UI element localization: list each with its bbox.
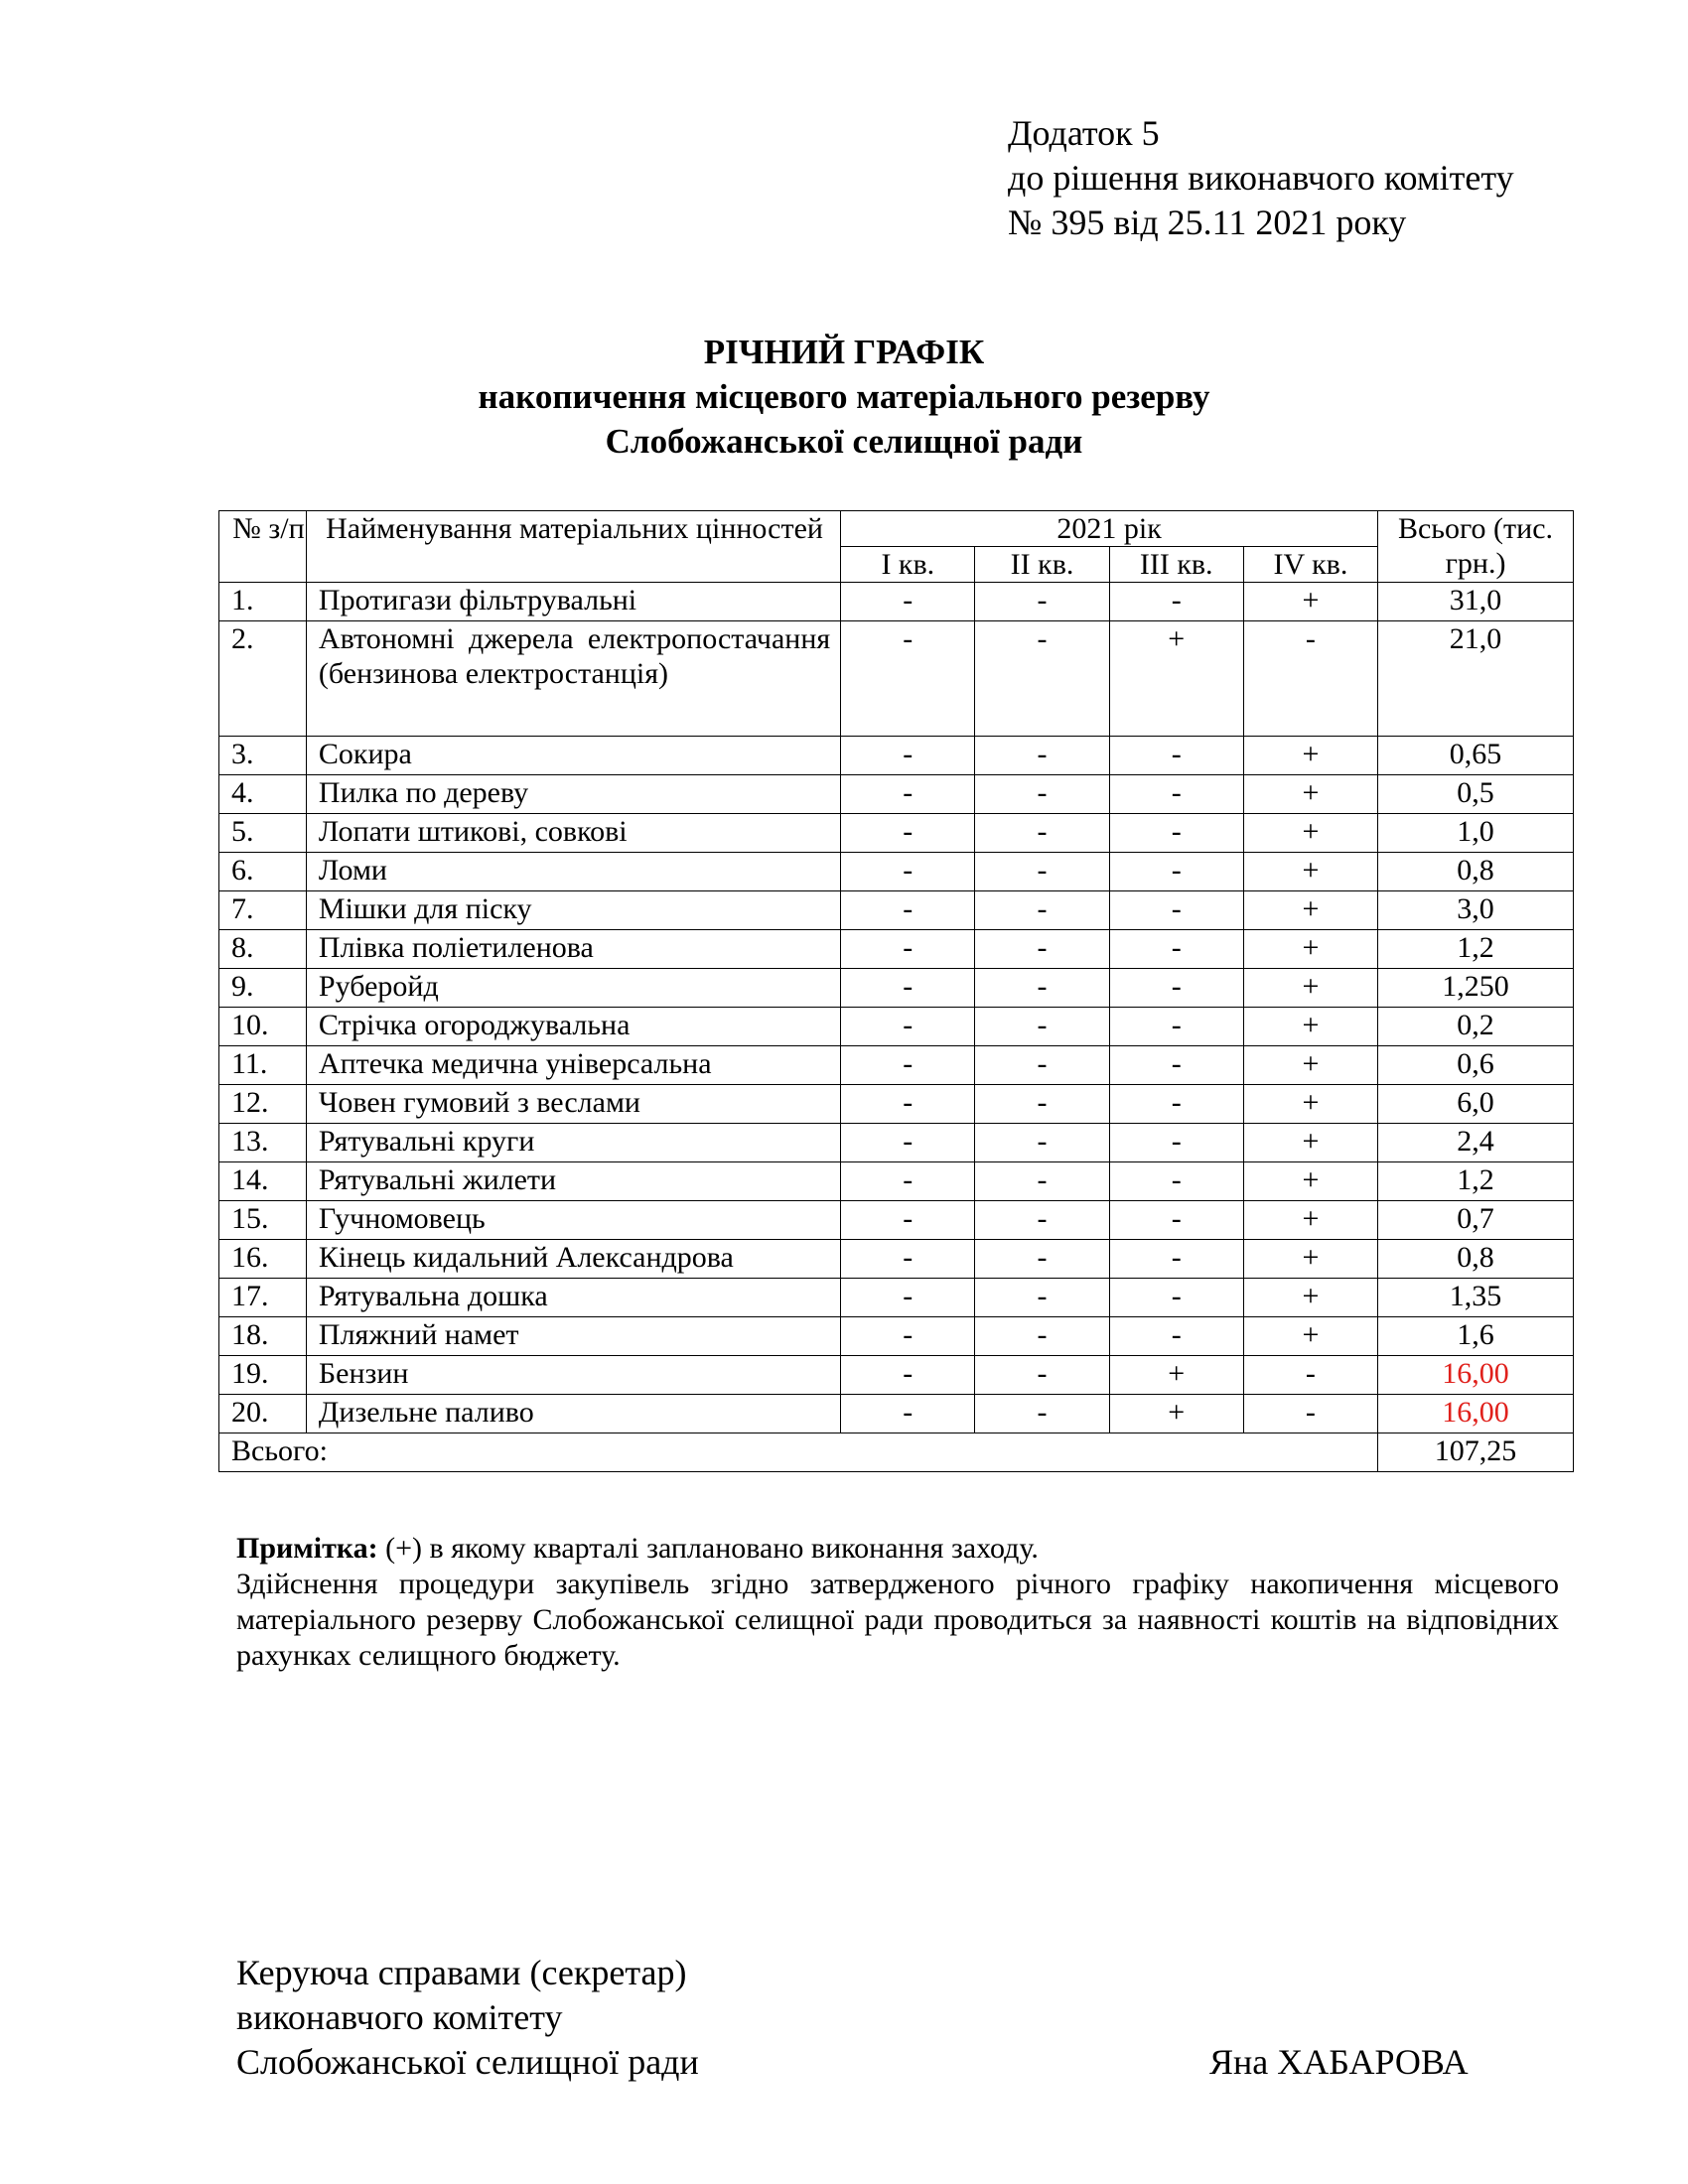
row-q3: -: [1109, 853, 1243, 891]
row-number: 5.: [219, 814, 307, 853]
row-q4: +: [1243, 1201, 1377, 1240]
signer-name: Яна ХАБАРОВА: [1209, 2042, 1469, 2082]
total-row: [219, 1433, 1574, 1472]
row-q1: -: [841, 621, 975, 737]
row-q2: -: [975, 969, 1109, 1008]
row-q4: +: [1243, 1046, 1377, 1085]
row-q2: -: [975, 583, 1109, 621]
row-q4: +: [1243, 583, 1377, 621]
row-number: 2.: [219, 621, 307, 737]
row-q2: -: [975, 814, 1109, 853]
title-line-1: РІЧНИЙ ГРАФІК: [703, 333, 985, 371]
row-number: 4.: [219, 775, 307, 814]
row-q1: -: [841, 775, 975, 814]
row-name: Стрічка огороджувальна: [306, 1008, 840, 1046]
row-name: Протигази фільтрувальні: [306, 583, 840, 621]
row-q3: -: [1109, 1085, 1243, 1124]
row-q3: -: [1109, 1046, 1243, 1085]
row-q3: -: [1109, 969, 1243, 1008]
document-title: [0, 330, 1688, 464]
row-total: 1,35: [1378, 1279, 1574, 1317]
row-q2: -: [975, 1240, 1109, 1279]
row-q4: +: [1243, 1317, 1377, 1356]
row-total: 0,8: [1378, 1240, 1574, 1279]
row-name: Човен гумовий з веслами: [306, 1085, 840, 1124]
row-total: 31,0: [1378, 583, 1574, 621]
row-q4: +: [1243, 775, 1377, 814]
row-q3: -: [1109, 1201, 1243, 1240]
row-q4: +: [1243, 737, 1377, 775]
row-total: 0,65: [1378, 737, 1574, 775]
table-row: [219, 1356, 1574, 1395]
row-q1: -: [841, 1201, 975, 1240]
row-q2: -: [975, 1356, 1109, 1395]
row-q3: -: [1109, 814, 1243, 853]
annex-decision: до рішення виконавчого комітету: [1008, 158, 1514, 198]
row-q3: -: [1109, 1317, 1243, 1356]
table-row: [219, 1162, 1574, 1201]
row-total: 1,2: [1378, 930, 1574, 969]
row-total: 1,6: [1378, 1317, 1574, 1356]
row-q4: -: [1243, 1356, 1377, 1395]
row-q1: -: [841, 891, 975, 930]
row-q4: +: [1243, 1279, 1377, 1317]
row-q2: -: [975, 1279, 1109, 1317]
row-name: Гучномовець: [306, 1201, 840, 1240]
row-q2: -: [975, 1201, 1109, 1240]
row-q4: -: [1243, 1395, 1377, 1433]
row-q3: -: [1109, 775, 1243, 814]
row-q1: -: [841, 737, 975, 775]
table-row: [219, 1046, 1574, 1085]
row-number: 18.: [219, 1317, 307, 1356]
row-q1: -: [841, 583, 975, 621]
table-row: [219, 1317, 1574, 1356]
row-total: 3,0: [1378, 891, 1574, 930]
header-year: 2021 рік: [841, 511, 1378, 547]
row-q3: -: [1109, 930, 1243, 969]
annex-number-date: № 395 від 25.11 2021 року: [1008, 203, 1407, 242]
signature-position: Керуюча справами (секретар): [236, 1953, 687, 1992]
header-q3: III кв.: [1109, 547, 1243, 583]
row-name: Рятувальна дошка: [306, 1279, 840, 1317]
row-q4: +: [1243, 853, 1377, 891]
row-q3: -: [1109, 1124, 1243, 1162]
row-total: 1,250: [1378, 969, 1574, 1008]
row-q1: -: [841, 1317, 975, 1356]
row-q4: -: [1243, 621, 1377, 737]
row-q4: +: [1243, 814, 1377, 853]
header-q1: I кв.: [841, 547, 975, 583]
row-name: Плівка поліетиленова: [306, 930, 840, 969]
table-row: [219, 583, 1574, 621]
row-q2: -: [975, 1008, 1109, 1046]
row-total: 0,5: [1378, 775, 1574, 814]
table-row: [219, 1279, 1574, 1317]
row-number: 12.: [219, 1085, 307, 1124]
row-number: 17.: [219, 1279, 307, 1317]
row-q2: -: [975, 1046, 1109, 1085]
row-q2: -: [975, 621, 1109, 737]
row-total: 0,7: [1378, 1201, 1574, 1240]
table-row: [219, 737, 1574, 775]
header-number: № з/п: [219, 511, 307, 583]
row-name: Дизельне паливо: [306, 1395, 840, 1433]
table-row: [219, 969, 1574, 1008]
row-q1: -: [841, 1008, 975, 1046]
row-number: 20.: [219, 1395, 307, 1433]
row-q4: +: [1243, 969, 1377, 1008]
header-total: Всього (тис. грн.): [1378, 511, 1574, 583]
row-total: 21,0: [1378, 621, 1574, 737]
row-q3: +: [1109, 1356, 1243, 1395]
row-q2: -: [975, 1085, 1109, 1124]
row-total: 0,2: [1378, 1008, 1574, 1046]
header-name: Найменування матеріальних цінностей: [306, 511, 840, 583]
row-total: 2,4: [1378, 1124, 1574, 1162]
row-number: 8.: [219, 930, 307, 969]
signature-council: Слобожанської селищної ради: [236, 2042, 699, 2082]
row-q1: -: [841, 1356, 975, 1395]
row-q3: -: [1109, 1240, 1243, 1279]
row-q3: -: [1109, 583, 1243, 621]
row-q1: -: [841, 1162, 975, 1201]
row-q4: +: [1243, 891, 1377, 930]
table-row: [219, 1240, 1574, 1279]
row-q2: -: [975, 737, 1109, 775]
row-q2: -: [975, 775, 1109, 814]
row-q3: -: [1109, 737, 1243, 775]
note-block: [236, 1531, 1559, 1674]
table-row: [219, 775, 1574, 814]
row-number: 16.: [219, 1240, 307, 1279]
row-q2: -: [975, 1395, 1109, 1433]
row-q1: -: [841, 1240, 975, 1279]
row-q3: -: [1109, 1162, 1243, 1201]
row-total: 0,8: [1378, 853, 1574, 891]
row-number: 11.: [219, 1046, 307, 1085]
table-row: [219, 621, 1574, 737]
row-number: 14.: [219, 1162, 307, 1201]
row-q1: -: [841, 1046, 975, 1085]
table-row: [219, 814, 1574, 853]
row-q1: -: [841, 969, 975, 1008]
row-q4: +: [1243, 1008, 1377, 1046]
schedule-table: [218, 510, 1574, 1472]
row-q2: -: [975, 930, 1109, 969]
row-q2: -: [975, 1124, 1109, 1162]
note-text: Здійснення процедури закупівель згідно затвердженого річного графіку накопичення місцевого матеріального резерву Слобожанської селищної ради проводиться за наявності коштів на відповідних рахунках селищного бюджету.: [236, 1568, 1559, 1672]
row-total: 6,0: [1378, 1085, 1574, 1124]
total-label: Всього:: [219, 1433, 1378, 1472]
row-name: Аптечка медична універсальна: [306, 1046, 840, 1085]
row-total: 0,6: [1378, 1046, 1574, 1085]
row-total: 16,00: [1378, 1395, 1574, 1433]
row-name: Рятувальні жилети: [306, 1162, 840, 1201]
row-total: 1,2: [1378, 1162, 1574, 1201]
row-q1: -: [841, 1395, 975, 1433]
row-q1: -: [841, 814, 975, 853]
row-number: 10.: [219, 1008, 307, 1046]
header-q4: IV кв.: [1243, 547, 1377, 583]
row-q1: -: [841, 930, 975, 969]
table-row: [219, 1395, 1574, 1433]
row-number: 19.: [219, 1356, 307, 1395]
row-q3: +: [1109, 621, 1243, 737]
row-name: Мішки для піску: [306, 891, 840, 930]
row-name: Пилка по дереву: [306, 775, 840, 814]
row-q3: -: [1109, 1008, 1243, 1046]
row-q2: -: [975, 853, 1109, 891]
table-row: [219, 1008, 1574, 1046]
row-name: Сокира: [306, 737, 840, 775]
row-name: Ломи: [306, 853, 840, 891]
row-name: Рятувальні круги: [306, 1124, 840, 1162]
header-q2: II кв.: [975, 547, 1109, 583]
row-name: Кінець кидальний Александрова: [306, 1240, 840, 1279]
row-number: 6.: [219, 853, 307, 891]
schedule-rows: [219, 583, 1574, 1433]
row-name: Лопати штикові, совкові: [306, 814, 840, 853]
row-name: Руберойд: [306, 969, 840, 1008]
table-row: [219, 930, 1574, 969]
row-name: Бензин: [306, 1356, 840, 1395]
note-label: Примітка:: [236, 1532, 378, 1565]
annex-block: [1008, 111, 1514, 245]
row-number: 1.: [219, 583, 307, 621]
table-row: [219, 891, 1574, 930]
row-q4: +: [1243, 1124, 1377, 1162]
row-q3: -: [1109, 1279, 1243, 1317]
table-row: [219, 1085, 1574, 1124]
row-q1: -: [841, 1124, 975, 1162]
row-number: 7.: [219, 891, 307, 930]
row-total: 1,0: [1378, 814, 1574, 853]
row-q3: +: [1109, 1395, 1243, 1433]
row-q2: -: [975, 891, 1109, 930]
row-q4: +: [1243, 1085, 1377, 1124]
row-q1: -: [841, 1085, 975, 1124]
row-q4: +: [1243, 1162, 1377, 1201]
title-line-2: накопичення місцевого матеріального резерву: [478, 377, 1210, 416]
row-number: 9.: [219, 969, 307, 1008]
row-q2: -: [975, 1162, 1109, 1201]
row-name: Пляжний намет: [306, 1317, 840, 1356]
row-q2: -: [975, 1317, 1109, 1356]
grand-total: 107,25: [1378, 1433, 1574, 1472]
signature-committee: виконавчого комітету: [236, 1997, 563, 2037]
row-q1: -: [841, 1279, 975, 1317]
table-row: [219, 1201, 1574, 1240]
table-row: [219, 853, 1574, 891]
row-total: 16,00: [1378, 1356, 1574, 1395]
note-legend: (+) в якому кварталі заплановано виконання заходу.: [385, 1532, 1039, 1565]
row-q3: -: [1109, 891, 1243, 930]
row-q1: -: [841, 853, 975, 891]
row-name: Автономні джерела електропостачання (бензинова електростанція): [306, 621, 840, 737]
row-number: 3.: [219, 737, 307, 775]
signature-block: [236, 1951, 699, 2085]
row-number: 15.: [219, 1201, 307, 1240]
row-number: 13.: [219, 1124, 307, 1162]
row-q4: +: [1243, 930, 1377, 969]
table-row: [219, 1124, 1574, 1162]
row-q4: +: [1243, 1240, 1377, 1279]
title-line-3: Слобожанської селищної ради: [605, 422, 1083, 461]
annex-title: Додаток 5: [1008, 113, 1160, 153]
